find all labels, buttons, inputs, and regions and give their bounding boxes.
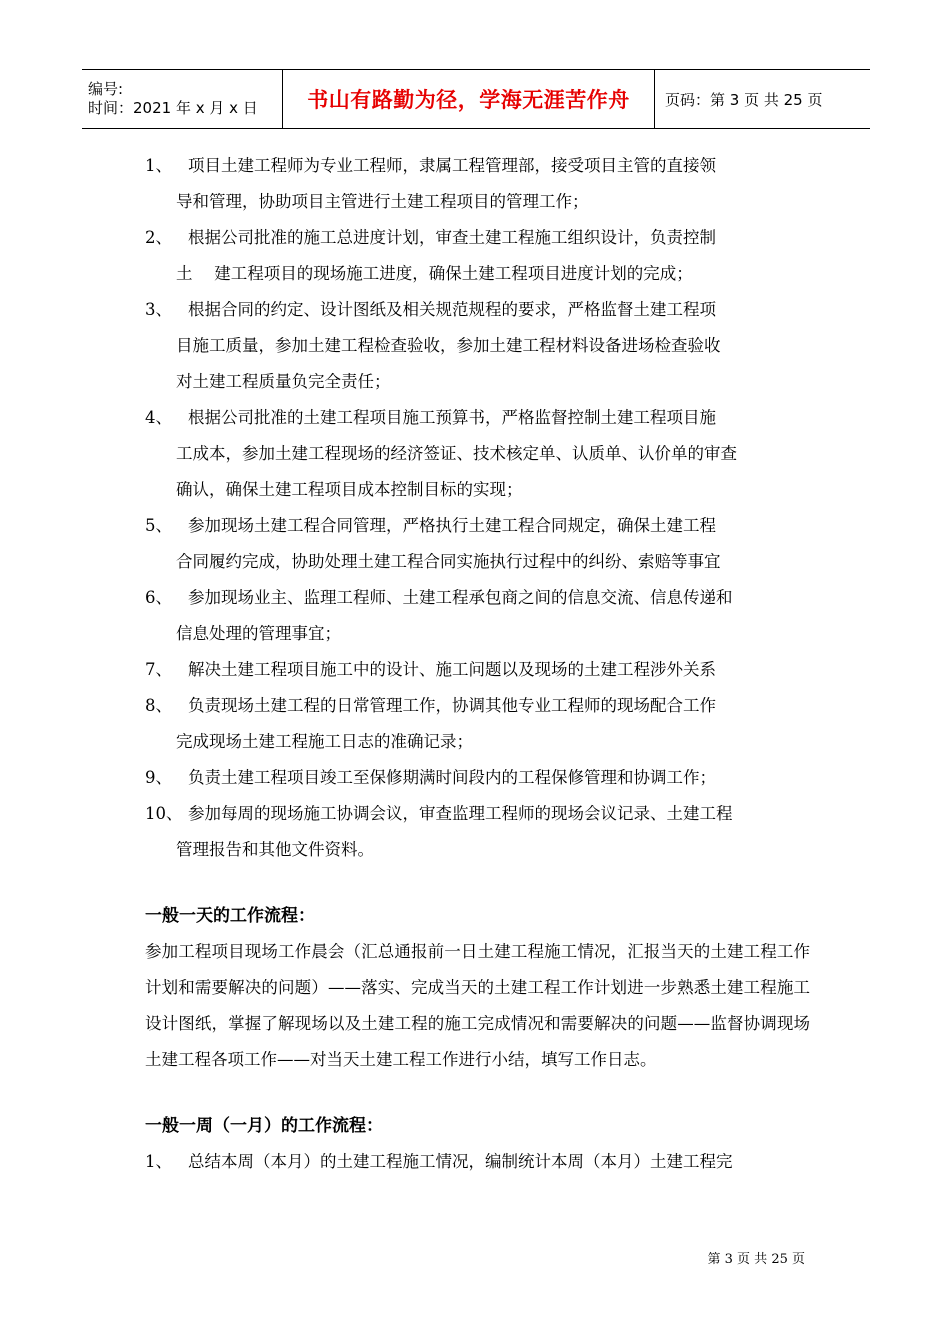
page-footer: 第 3 页 共 25 页 [707, 1252, 805, 1267]
list-item-text [176, 580, 810, 652]
list-item-number: 2、 [145, 228, 172, 247]
header-meta [82, 70, 282, 128]
time-label: 时间：2021 年 x 月 x 日 [88, 99, 258, 117]
text-line: 项目土建工程师为专业工程师，隶属工程管理部，接受项目主管的直接领 [188, 156, 716, 175]
list-item [145, 688, 810, 760]
text-line: 负责土建工程项目竣工至保修期满时间段内的工程保修管理和协调工作； [188, 768, 716, 787]
list-item-text [176, 796, 810, 868]
page-header [82, 69, 870, 129]
text-line: 导和管理，协助项目主管进行土建工程项目的管理工作； [176, 192, 589, 211]
list-item-number: 5、 [145, 516, 172, 535]
header-motto: 书山有路勤为径，学海无涯苦作舟 [282, 70, 655, 128]
duties-list [145, 148, 810, 868]
list-item-text [188, 1144, 810, 1180]
list-item-number: 1、 [145, 1152, 172, 1171]
weekly-workflow-title: 一般一周（一月）的工作流程： [145, 1116, 383, 1136]
text-line: 目施工质量，参加土建工程检查验收，参加土建工程材料设备进场检查验收 [176, 336, 721, 355]
text-line: 完成现场土建工程施工日志的准确记录； [176, 732, 473, 751]
list-item-text [176, 508, 810, 580]
list-item-text [188, 652, 810, 688]
text-line: 管理报告和其他文件资料。 [176, 840, 374, 859]
text-line: 工成本，参加土建工程现场的经济签证、技术核定单、认质单、认价单的审查 [176, 444, 737, 463]
text-line: 信息处理的管理事宜； [176, 624, 341, 643]
list-item [145, 760, 810, 796]
text-line: 负责现场土建工程的日常管理工作，协调其他专业工程师的现场配合工作 [188, 696, 716, 715]
header-page-label: 页码：第 3 页 共 25 页 [665, 90, 823, 109]
list-item-text [176, 148, 810, 220]
text-line: 根据公司批准的土建工程项目施工预算书，严格监督控制土建工程项目施 [188, 408, 716, 427]
number-label: 编号: [88, 80, 124, 98]
text-line: 根据公司批准的施工总进度计划，审查土建工程施工组织设计，负责控制 [188, 228, 716, 247]
list-item [145, 508, 810, 580]
list-item [145, 652, 810, 688]
text-line: 土 建工程项目的现场施工进度，确保土建工程项目进度计划的完成； [176, 264, 693, 283]
list-item-number: 3、 [145, 300, 172, 319]
list-item-text [176, 220, 810, 292]
list-item-text [176, 292, 810, 400]
list-item-number: 7、 [145, 660, 172, 679]
list-item-number: 6、 [145, 588, 172, 607]
text-line: 参加现场业主、监理工程师、土建工程承包商之间的信息交流、信息传递和 [188, 588, 733, 607]
text-line: 参加每周的现场施工协调会议，审查监理工程师的现场会议记录、土建工程 [188, 804, 733, 823]
text-line: 合同履约完成，协助处理土建工程合同实施执行过程中的纠纷、索赔等事宜 [176, 552, 721, 571]
text-line: 参加现场土建工程合同管理，严格执行土建工程合同规定，确保土建工程 [188, 516, 716, 535]
daily-workflow-title: 一般一天的工作流程： [145, 906, 315, 926]
text-line: 根据合同的约定、设计图纸及相关规范规程的要求，严格监督土建工程项 [188, 300, 716, 319]
list-item-text [176, 688, 810, 760]
list-item [145, 292, 810, 400]
list-item-number: 4、 [145, 408, 172, 427]
list-item [145, 1144, 810, 1180]
text-line: 确认，确保土建工程项目成本控制目标的实现； [176, 480, 523, 499]
list-item [145, 220, 810, 292]
list-item [145, 796, 810, 868]
text-line: 解决土建工程项目施工中的设计、施工问题以及现场的土建工程涉外关系 [188, 660, 716, 679]
list-item [145, 148, 810, 220]
list-item-text [188, 760, 810, 796]
document-body [145, 148, 810, 1180]
text-line: 对土建工程质量负完全责任； [176, 372, 391, 391]
list-item [145, 580, 810, 652]
list-item-text [176, 400, 810, 508]
list-item-number: 1、 [145, 156, 172, 175]
list-item-number: 10、 [145, 804, 183, 823]
list-item-number: 8、 [145, 696, 172, 715]
daily-workflow-text: 参加工程项目现场工作晨会（汇总通报前一日土建工程施工情况，汇报当天的土建工程工作计划和需要解决的问题）——落实、完成当天的土建工程工作计划进一步熟悉土建工程施工设计图纸，掌握了解现场以及土建工程的施工完成情况和需要解决的问题——监督协调现场土建工程各项工作——对当天土建工程工作进行小结，填写工作日志。 [145, 942, 810, 1069]
weekly-workflow-list [145, 1144, 810, 1180]
text-line: 总结本周（本月）的土建工程施工情况，编制统计本周（本月）土建工程完 [188, 1152, 733, 1171]
list-item-number: 9、 [145, 768, 172, 787]
list-item [145, 400, 810, 508]
